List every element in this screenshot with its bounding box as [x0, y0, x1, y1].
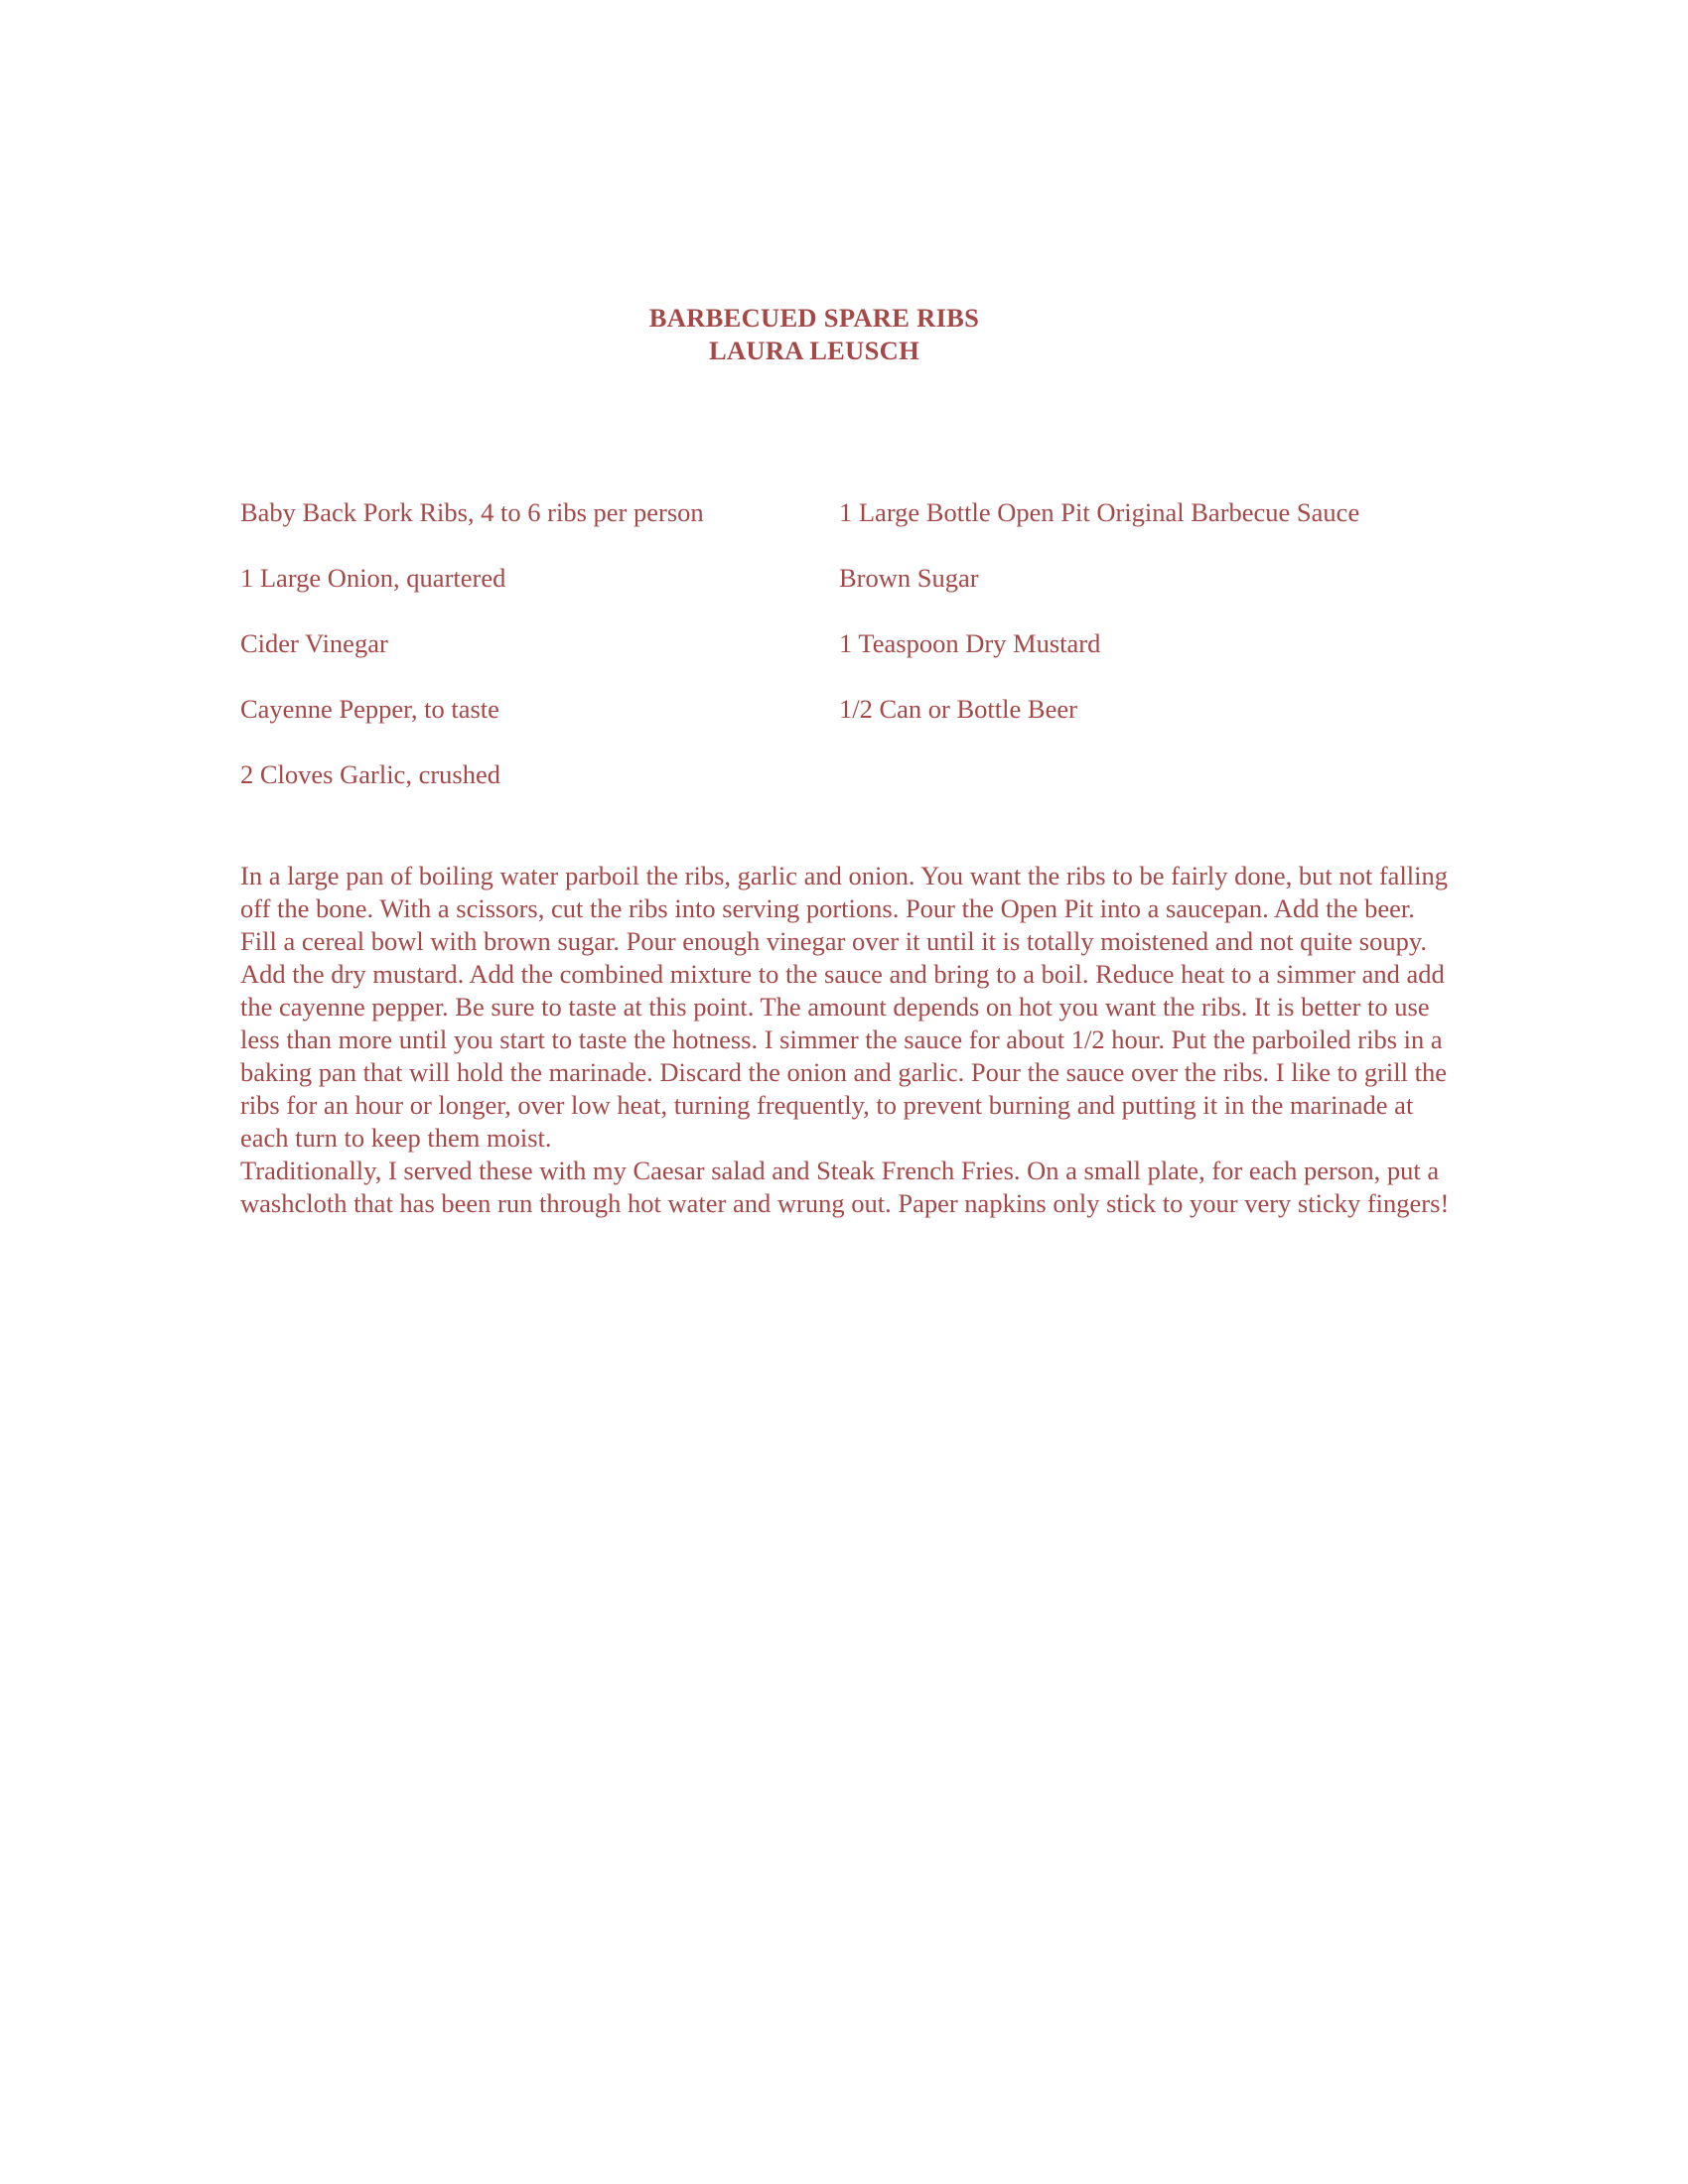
recipe-title: BARBECUED SPARE RIBS [648, 303, 980, 333]
ingredient-item: Baby Back Pork Ribs, 4 to 6 ribs per person [240, 497, 704, 527]
instructions-paragraph: In a large pan of boiling water parboil the ribs, garlic and onion. You want the ribs to be fairly done, but not falling off the bone. With a scissors, cut the ribs into serving portions. Pour the Open Pit into a saucepan. Add the beer. Fill a cereal bowl with brown sugar. Pour enough vinegar over it until it is totally moistened and not quite soupy. Add the dry mustard. Add the combined mixture to the sauce and bring to a boil. Reduce heat to a simmer and add the cayenne pepper. Be sure to taste at this point. The amount depends on hot you want the ribs. It is better to use less than more until you start to taste the hotness. I simmer the sauce for about 1/2 hour. Put the parboiled ribs in a baking pan that will hold the marinade. Discard the onion and garlic. Pour the sauce over the ribs. I like to grill the ribs for an hour or longer, over low heat, turning frequently, to prevent burning and putting it in the marinade at each turn to keep them moist. [240, 861, 1449, 1153]
recipe-author: LAURA LEUSCH [709, 336, 919, 365]
ingredient-item: Brown Sugar [839, 563, 979, 593]
ingredient-item: 1 Large Onion, quartered [240, 563, 506, 593]
ingredient-item: 1 Large Bottle Open Pit Original Barbecue Sauce [839, 497, 1360, 527]
ingredients-right-column [839, 496, 1435, 758]
instructions [240, 860, 1452, 1220]
ingredient-item: 2 Cloves Garlic, crushed [240, 759, 500, 789]
ingredient-item: Cayenne Pepper, to taste [240, 694, 499, 724]
title-block [0, 302, 1628, 367]
ingredients-left-column [240, 496, 796, 824]
ingredient-item: Cider Vinegar [240, 628, 388, 658]
instructions-paragraph: Traditionally, I served these with my Caesar salad and Steak French Fries. On a small plate, for each person, put a washcloth that has been run through hot water and wrung out. Paper napkins only stick to your very sticky fingers! [240, 1156, 1450, 1218]
ingredient-item: 1 Teaspoon Dry Mustard [839, 628, 1101, 658]
ingredient-item: 1/2 Can or Bottle Beer [839, 694, 1077, 724]
